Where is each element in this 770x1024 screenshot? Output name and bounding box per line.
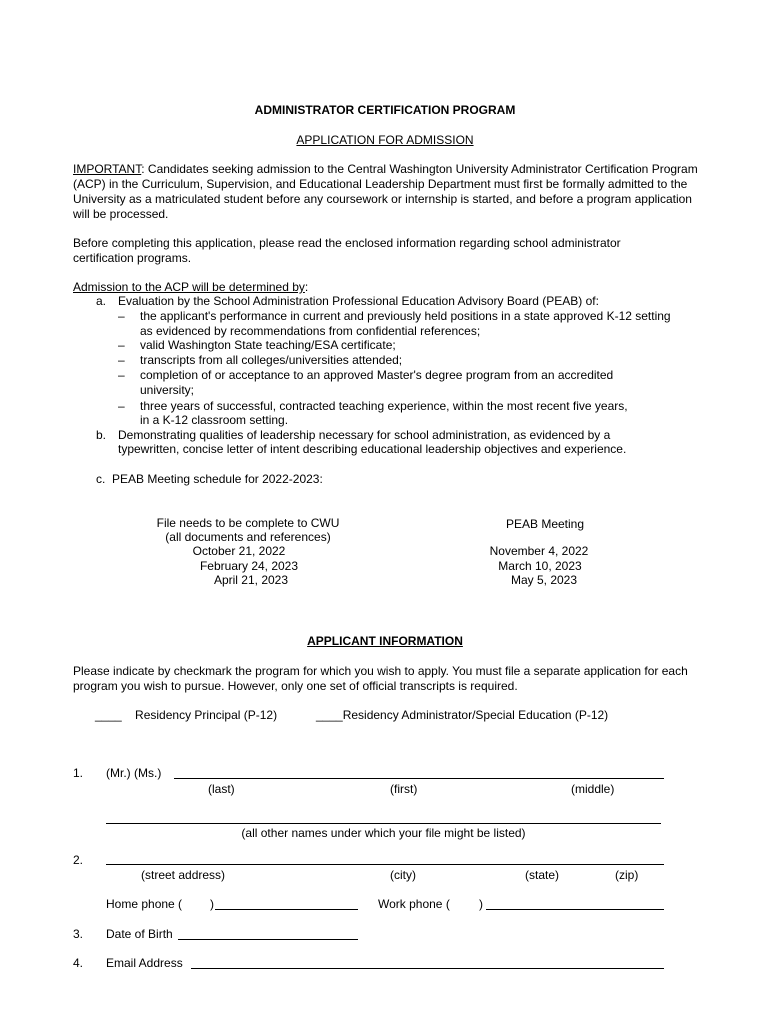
- bullet-dash: –: [118, 368, 125, 382]
- schedule-peab-date-1: November 4, 2022: [489, 544, 589, 558]
- bullet-dash: –: [118, 338, 125, 352]
- other-names-input-line[interactable]: [106, 823, 661, 824]
- field-number-2: 2.: [73, 853, 84, 867]
- city-label: (city): [390, 868, 416, 882]
- home-phone-paren: ): [210, 897, 214, 911]
- field-number-1: 1.: [73, 766, 84, 780]
- item-b-marker: b.: [96, 428, 107, 442]
- admission-heading: [73, 280, 308, 295]
- checkmark-blank[interactable]: ____: [95, 708, 122, 722]
- important-paragraph: [73, 162, 698, 222]
- item-a-text: Evaluation by the School Administration Professional Education Advisory Board (PEAB) of:: [118, 294, 599, 308]
- program-option-label: Residency Principal (P-12): [135, 708, 278, 722]
- work-phone-label: Work phone (: [378, 897, 450, 911]
- program-option-principal[interactable]: [95, 708, 277, 723]
- schedule-file-date-2: February 24, 2023: [199, 559, 299, 573]
- bullet-1-line-2: as evidenced by recommendations from confidential references;: [140, 324, 481, 338]
- middle-name-label: (middle): [571, 782, 615, 796]
- document-subtitle: APPLICATION FOR ADMISSION: [296, 133, 474, 147]
- email-label: Email Address: [106, 956, 183, 970]
- work-phone-input-line[interactable]: [486, 909, 664, 910]
- other-names-label: (all other names under which your file might be listed): [241, 826, 526, 840]
- admission-heading-colon: :: [304, 280, 309, 294]
- program-option-special-ed[interactable]: [316, 708, 608, 723]
- checkmark-blank[interactable]: ____: [316, 708, 343, 722]
- field-number-4: 4.: [73, 956, 84, 970]
- dob-label: Date of Birth: [106, 927, 173, 941]
- schedule-peab-header: PEAB Meeting: [505, 517, 585, 531]
- schedule-file-header-1: File needs to be complete to CWU: [156, 516, 340, 530]
- admission-heading-text: Admission to the ACP will be determined by: [73, 280, 305, 294]
- bullet-3: transcripts from all colleges/universities attended;: [140, 353, 403, 367]
- email-input-line[interactable]: [191, 968, 664, 969]
- bullet-5-line-1: three years of successful, contracted teaching experience, within the most recent five years,: [140, 399, 628, 413]
- schedule-peab-date-2: March 10, 2023: [498, 559, 582, 573]
- before-paragraph: Before completing this application, please read the enclosed information regarding school administrator certification programs.: [73, 236, 621, 265]
- item-a-marker: a.: [96, 294, 107, 308]
- bullet-1-line-1: the applicant's performance in current and previously held positions in a state approved K-12 setting: [140, 309, 671, 323]
- last-name-label: (last): [208, 782, 235, 796]
- schedule-file-date-1: October 21, 2022: [192, 544, 286, 558]
- applicant-info-intro: Please indicate by checkmark the program for which you wish to apply. You must file a separate application for each program you wish to pursue. However, only one set of official transcripts is required.: [73, 664, 688, 693]
- schedule-file-date-3: April 21, 2023: [213, 573, 289, 587]
- bullet-dash: –: [118, 399, 125, 413]
- bullet-5-line-2: in a K-12 classroom setting.: [140, 413, 289, 427]
- home-phone-input-line[interactable]: [215, 909, 358, 910]
- name-input-line[interactable]: [174, 778, 664, 779]
- bullet-2: valid Washington State teaching/ESA certificate;: [140, 338, 396, 352]
- home-phone-label: Home phone (: [106, 897, 183, 911]
- important-label: IMPORTANT: [73, 162, 142, 176]
- work-phone-paren: ): [479, 897, 483, 911]
- bullet-4-line-1: completion of or acceptance to an approved Master's degree program from an accredited: [140, 368, 614, 382]
- field-number-3: 3.: [73, 927, 84, 941]
- applicant-info-heading: APPLICANT INFORMATION: [307, 634, 463, 648]
- zip-label: (zip): [615, 868, 639, 882]
- program-option-label: Residency Administrator/Special Education (P-12): [342, 708, 609, 722]
- address-input-line[interactable]: [106, 864, 664, 865]
- state-label: (state): [525, 868, 560, 882]
- important-text: : Candidates seeking admission to the Central Washington University Administrator Certification Program (ACP) in the Curriculum, Supervision, and Educational Leadership Department must first be formally admitted to the University as a matriculated student before any coursework or internship is started, and before a program application will be processed.: [73, 162, 698, 221]
- dob-input-line[interactable]: [178, 939, 358, 940]
- bullet-dash: –: [118, 309, 125, 323]
- item-b-line-2: typewritten, concise letter of intent describing educational leadership objectives and experience.: [118, 442, 627, 456]
- name-prefix-label: (Mr.) (Ms.): [106, 766, 162, 780]
- document-title: ADMINISTRATOR CERTIFICATION PROGRAM: [254, 103, 516, 117]
- item-c-marker: c.: [96, 472, 106, 486]
- schedule-peab-date-3: May 5, 2023: [510, 573, 578, 587]
- item-c-text: PEAB Meeting schedule for 2022-2023:: [112, 472, 323, 486]
- first-name-label: (first): [390, 782, 418, 796]
- bullet-dash: –: [118, 353, 125, 367]
- schedule-file-header-2: (all documents and references): [165, 530, 331, 544]
- item-b-line-1: Demonstrating qualities of leadership necessary for school administration, as evidenced by a: [118, 428, 611, 442]
- bullet-4-line-2: university;: [140, 383, 195, 397]
- street-address-label: (street address): [141, 868, 226, 882]
